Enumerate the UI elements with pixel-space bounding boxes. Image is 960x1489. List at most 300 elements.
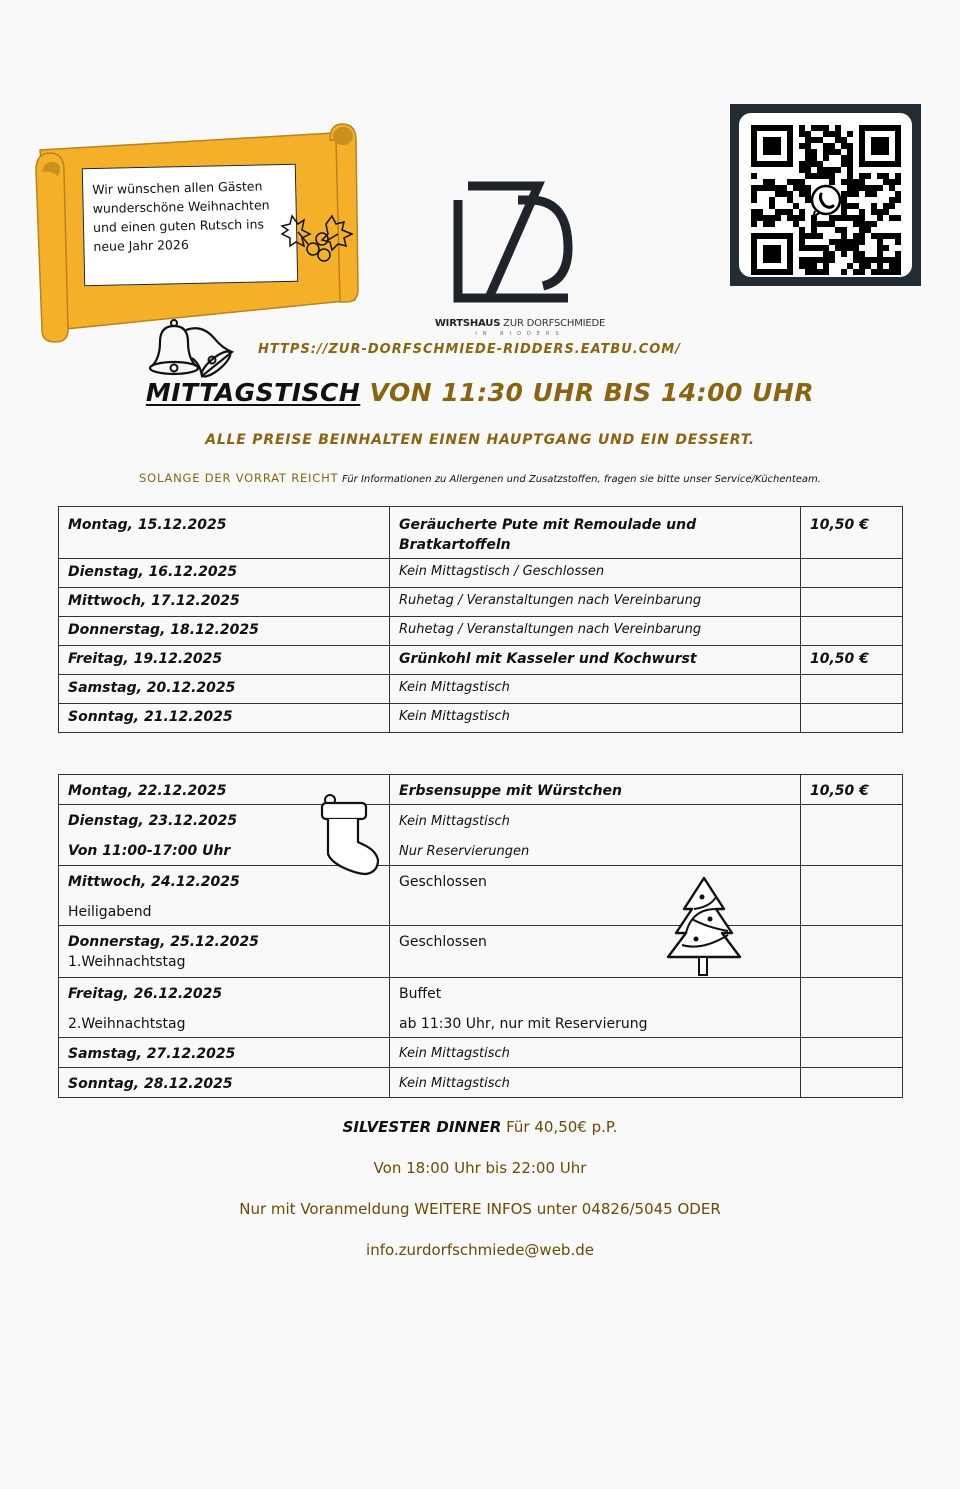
table-row [59, 978, 903, 1038]
qr-module [763, 179, 769, 185]
qr-finder [763, 245, 781, 263]
qr-module [889, 197, 895, 203]
qr-module [787, 179, 793, 185]
qr-module [841, 143, 847, 149]
dish-cell: Ruhetag / Veranstaltungen nach Vereinbarung [390, 617, 801, 646]
qr-module [823, 221, 829, 227]
qr-module [811, 137, 817, 143]
qr-module [859, 269, 865, 275]
holly-icon [278, 212, 358, 272]
qr-module [751, 191, 757, 197]
table-row [59, 866, 903, 926]
qr-module [883, 257, 889, 263]
qr-module [847, 155, 853, 161]
qr-module [775, 185, 781, 191]
title-time: VON 11:30 UHR BIS 14:00 UHR [360, 378, 815, 407]
dish-cell: Kein Mittagstisch [390, 675, 801, 704]
price-cell [801, 559, 903, 588]
qr-module [853, 233, 859, 239]
qr-module [775, 191, 781, 197]
qr-module [757, 209, 763, 215]
qr-module [853, 221, 859, 227]
qr-module [769, 221, 775, 227]
qr-module [817, 167, 823, 173]
qr-module [787, 191, 793, 197]
title-mittagstisch: MITTAGSTISCH [145, 378, 361, 407]
day-note: Von 11:00-17:00 Uhr [68, 843, 231, 859]
stock-note: SOLANGE DER VORRAT REICHT [139, 471, 339, 485]
qr-module [859, 209, 865, 215]
qr-module [769, 179, 775, 185]
qr-module [811, 173, 817, 179]
qr-module [859, 263, 865, 269]
day-cell: Sonntag, 21.12.2025 [59, 704, 390, 733]
qr-module [877, 251, 883, 257]
qr-module [811, 149, 817, 155]
qr-module [835, 131, 841, 137]
bells-icon [142, 318, 238, 382]
dish-cell [390, 805, 801, 866]
qr-code[interactable] [730, 104, 921, 286]
table-row [59, 1068, 903, 1098]
qr-module [757, 215, 763, 221]
dish-label: Kein Mittagstisch [399, 814, 510, 829]
logo-name-rest: ZUR DORFSCHMIEDE [500, 318, 606, 329]
table-row [59, 704, 903, 733]
day-label: Freitag, 26.12.2025 [68, 986, 223, 1002]
day-cell: Montag, 15.12.2025 [59, 507, 390, 559]
christmas-tree-icon [666, 875, 742, 977]
qr-module [811, 125, 817, 131]
qr-module [823, 245, 829, 251]
qr-module [805, 137, 811, 143]
qr-module [811, 221, 817, 227]
qr-module [769, 185, 775, 191]
qr-module [883, 245, 889, 251]
qr-module [775, 209, 781, 215]
qr-module [853, 179, 859, 185]
qr-module [841, 269, 847, 275]
qr-finder [763, 137, 781, 155]
table-row [59, 507, 903, 559]
menu-table-week2 [58, 774, 903, 1098]
qr-module [823, 143, 829, 149]
qr-module [859, 179, 865, 185]
qr-module [853, 185, 859, 191]
qr-module [841, 203, 847, 209]
price-cell [801, 588, 903, 617]
qr-module [805, 191, 811, 197]
qr-module [751, 185, 757, 191]
qr-module [805, 185, 811, 191]
dish-cell: Ruhetag / Veranstaltungen nach Vereinbarung [390, 588, 801, 617]
qr-module [877, 269, 883, 275]
qr-module [811, 263, 817, 269]
qr-module [847, 191, 853, 197]
qr-module [847, 167, 853, 173]
day-cell: Freitag, 19.12.2025 [59, 646, 390, 675]
price-cell [801, 926, 903, 978]
qr-module [829, 239, 835, 245]
qr-module [799, 185, 805, 191]
qr-module [835, 245, 841, 251]
day-cell: Montag, 22.12.2025 [59, 775, 390, 805]
greeting-line: neue Jahr 2026 [93, 237, 189, 255]
qr-module [805, 257, 811, 263]
qr-module [877, 233, 883, 239]
qr-module [847, 203, 853, 209]
qr-module [823, 269, 829, 275]
qr-module [799, 245, 805, 251]
qr-module [871, 221, 877, 227]
dish-note: Nur Reservierungen [399, 844, 530, 859]
qr-module [847, 185, 853, 191]
qr-module [763, 221, 769, 227]
table-row [59, 1038, 903, 1068]
qr-module [823, 251, 829, 257]
qr-module [841, 233, 847, 239]
qr-module [829, 173, 835, 179]
price-cell: 10,50 € [801, 507, 903, 559]
qr-module [763, 185, 769, 191]
price-cell [801, 805, 903, 866]
qr-module [799, 215, 805, 221]
day-label: Donnerstag, 25.12.2025 [68, 934, 259, 950]
greeting-text [82, 164, 296, 284]
qr-module [853, 245, 859, 251]
qr-module [805, 173, 811, 179]
qr-module [883, 269, 889, 275]
day-label: Mittwoch, 24.12.2025 [68, 874, 240, 890]
qr-module [841, 191, 847, 197]
qr-module [817, 269, 823, 275]
qr-module [817, 233, 823, 239]
price-cell [801, 1068, 903, 1098]
qr-module [799, 167, 805, 173]
qr-module [847, 215, 853, 221]
logo-name [400, 318, 640, 329]
price-cell [801, 675, 903, 704]
greeting-line: wunderschöne Weihnachten [92, 197, 270, 217]
qr-module [841, 197, 847, 203]
table-row [59, 775, 903, 805]
day-cell: Samstag, 20.12.2025 [59, 675, 390, 704]
day-note: 2.Weihnachtstag [68, 1016, 186, 1032]
qr-module [829, 167, 835, 173]
table-row [59, 926, 903, 978]
qr-module [883, 173, 889, 179]
day-cell: Samstag, 27.12.2025 [59, 1038, 390, 1068]
qr-module [805, 269, 811, 275]
qr-module [751, 173, 757, 179]
table-row [59, 675, 903, 704]
qr-module [811, 233, 817, 239]
qr-module [895, 215, 901, 221]
qr-module [859, 173, 865, 179]
qr-module [871, 233, 877, 239]
price-cell: 10,50 € [801, 775, 903, 805]
day-note: Heiligabend [68, 904, 152, 920]
dish-cell: Erbsensuppe mit Würstchen [390, 775, 801, 805]
qr-module [877, 263, 883, 269]
qr-module [877, 257, 883, 263]
qr-module [811, 245, 817, 251]
qr-module [811, 227, 817, 233]
qr-module [829, 179, 835, 185]
table-row [59, 588, 903, 617]
qr-module [823, 155, 829, 161]
qr-module [877, 215, 883, 221]
qr-module [817, 173, 823, 179]
table-row [59, 617, 903, 646]
day-cell: Sonntag, 28.12.2025 [59, 1068, 390, 1098]
dish-cell: Kein Mittagstisch [390, 1068, 801, 1098]
qr-module [895, 233, 901, 239]
qr-module [769, 203, 775, 209]
logo-subtitle: IN RIDDERS [475, 331, 565, 337]
dish-cell: Geräucherte Pute mit Remoulade und Bratkartoffeln [390, 507, 801, 559]
qr-module [865, 263, 871, 269]
qr-module [781, 209, 787, 215]
qr-module [865, 227, 871, 233]
qr-module [799, 227, 805, 233]
dish-cell: Geschlossen [390, 926, 801, 978]
qr-module [769, 197, 775, 203]
silvester-title: SILVESTER DINNER [342, 1118, 502, 1136]
whatsapp-icon [812, 186, 840, 217]
qr-module [889, 179, 895, 185]
day-note: 1.Weihnachtstag [68, 954, 186, 970]
qr-module [895, 179, 901, 185]
page-title [0, 378, 960, 407]
qr-module [799, 233, 805, 239]
stocking-icon [318, 794, 386, 876]
price-cell [801, 1038, 903, 1068]
allergen-note: Für Informationen zu Allergenen und Zusatzstoffen, fragen sie bitte unser Service/Küchenteam. [342, 474, 821, 485]
qr-module [793, 179, 799, 185]
qr-module [895, 263, 901, 269]
price-cell [801, 704, 903, 733]
qr-module [751, 221, 757, 227]
qr-module [889, 233, 895, 239]
qr-module [853, 251, 859, 257]
dish-cell: Grünkohl mit Kasseler und Kochwurst [390, 646, 801, 675]
qr-module [871, 185, 877, 191]
qr-module [853, 191, 859, 197]
qr-module [841, 239, 847, 245]
qr-module [871, 257, 877, 263]
qr-module [811, 155, 817, 161]
qr-module [805, 263, 811, 269]
logo-name-bold: WIRTSHAUS [434, 318, 501, 329]
qr-module [847, 245, 853, 251]
qr-module [895, 257, 901, 263]
logo-monogram [448, 180, 578, 310]
qr-pattern [739, 113, 912, 277]
qr-module [859, 239, 865, 245]
qr-module [847, 239, 853, 245]
qr-module [871, 269, 877, 275]
qr-module [895, 269, 901, 275]
qr-module [871, 203, 877, 209]
menu-table-week1 [58, 506, 903, 733]
qr-module [841, 227, 847, 233]
qr-module [835, 125, 841, 131]
qr-module [859, 185, 865, 191]
qr-module [823, 149, 829, 155]
qr-module [799, 131, 805, 137]
dish-cell: Kein Mittagstisch / Geschlossen [390, 559, 801, 588]
dish-label: Buffet [399, 986, 442, 1002]
qr-module [787, 197, 793, 203]
table-row [59, 646, 903, 675]
qr-module [799, 263, 805, 269]
qr-code-inner [739, 113, 912, 277]
qr-module [835, 167, 841, 173]
qr-module [817, 161, 823, 167]
qr-module [799, 161, 805, 167]
qr-module [805, 143, 811, 149]
qr-module [895, 251, 901, 257]
qr-module [823, 173, 829, 179]
qr-module [823, 125, 829, 131]
dish-cell: Geschlossen [390, 866, 801, 926]
day-cell: Mittwoch, 17.12.2025 [59, 588, 390, 617]
qr-module [877, 173, 883, 179]
qr-module [883, 209, 889, 215]
greeting-line: und einen guten Rutsch ins [92, 216, 265, 236]
qr-module [871, 191, 877, 197]
qr-module [835, 215, 841, 221]
qr-module [835, 137, 841, 143]
qr-module [847, 131, 853, 137]
qr-module [793, 215, 799, 221]
qr-module [835, 239, 841, 245]
qr-module [883, 233, 889, 239]
qr-module [865, 185, 871, 191]
qr-module [859, 227, 865, 233]
qr-module [889, 203, 895, 209]
qr-module [865, 173, 871, 179]
qr-module [847, 143, 853, 149]
qr-module [829, 143, 835, 149]
silvester-dinner [0, 1118, 960, 1136]
qr-module [781, 191, 787, 197]
qr-module [841, 137, 847, 143]
qr-module [811, 269, 817, 275]
qr-module [853, 239, 859, 245]
day-label: Dienstag, 23.12.2025 [68, 813, 238, 829]
qr-module [847, 149, 853, 155]
qr-module [859, 251, 865, 257]
qr-module [877, 185, 883, 191]
qr-module [859, 257, 865, 263]
qr-module [847, 173, 853, 179]
qr-module [829, 257, 835, 263]
qr-module [829, 215, 835, 221]
qr-module [829, 131, 835, 137]
qr-module [841, 251, 847, 257]
qr-module [835, 149, 841, 155]
qr-module [799, 209, 805, 215]
qr-module [817, 257, 823, 263]
qr-module [799, 191, 805, 197]
qr-module [799, 143, 805, 149]
qr-module [865, 257, 871, 263]
contact-info: Nur mit Voranmeldung WEITERE INFOS unter 04826/5045 ODER [239, 1200, 721, 1218]
qr-module [853, 203, 859, 209]
table-row [59, 559, 903, 588]
info-note [0, 471, 960, 485]
day-cell: Donnerstag, 18.12.2025 [59, 617, 390, 646]
qr-module [871, 209, 877, 215]
qr-module [775, 215, 781, 221]
qr-module [889, 269, 895, 275]
qr-module [841, 161, 847, 167]
price-cell [801, 978, 903, 1038]
qr-module [751, 215, 757, 221]
qr-module [805, 131, 811, 137]
qr-module [895, 239, 901, 245]
qr-module [841, 209, 847, 215]
qr-module [829, 221, 835, 227]
qr-module [751, 209, 757, 215]
dish-cell [390, 978, 801, 1038]
qr-module [835, 227, 841, 233]
qr-module [877, 209, 883, 215]
day-cell: Dienstag, 16.12.2025 [59, 559, 390, 588]
qr-module [829, 251, 835, 257]
qr-module [763, 215, 769, 221]
qr-module [799, 257, 805, 263]
dish-cell: Kein Mittagstisch [390, 704, 801, 733]
qr-module [769, 215, 775, 221]
qr-module [793, 185, 799, 191]
qr-module [757, 185, 763, 191]
price-cell [801, 617, 903, 646]
qr-module [811, 257, 817, 263]
qr-module [793, 203, 799, 209]
qr-module [853, 269, 859, 275]
qr-module [817, 125, 823, 131]
qr-module [787, 209, 793, 215]
silvester-price: Für 40,50€ p.P. [501, 1118, 618, 1136]
qr-module [841, 155, 847, 161]
qr-module [805, 167, 811, 173]
silvester-time: Von 18:00 Uhr bis 22:00 Uhr [373, 1159, 587, 1177]
email-link[interactable]: info.zurdorfschmiede@web.de [366, 1241, 594, 1259]
price-note: ALLE PREISE BEINHALTEN EINEN HAUPTGANG UND EIN DESSERT. [205, 432, 755, 448]
qr-module [751, 197, 757, 203]
day-cell [59, 978, 390, 1038]
qr-module [799, 239, 805, 245]
qr-module [805, 197, 811, 203]
website-link[interactable]: HTTPS://ZUR-DORFSCHMIEDE-RIDDERS.EATBU.COM/ [258, 342, 681, 357]
qr-module [805, 155, 811, 161]
qr-module [823, 257, 829, 263]
qr-module [865, 221, 871, 227]
qr-module [811, 161, 817, 167]
qr-module [787, 215, 793, 221]
qr-module [877, 245, 883, 251]
qr-module [805, 233, 811, 239]
qr-module [889, 263, 895, 269]
table-row [59, 805, 903, 866]
qr-module [817, 245, 823, 251]
qr-module [865, 191, 871, 197]
qr-module [895, 173, 901, 179]
dish-cell: Kein Mittagstisch [390, 1038, 801, 1068]
